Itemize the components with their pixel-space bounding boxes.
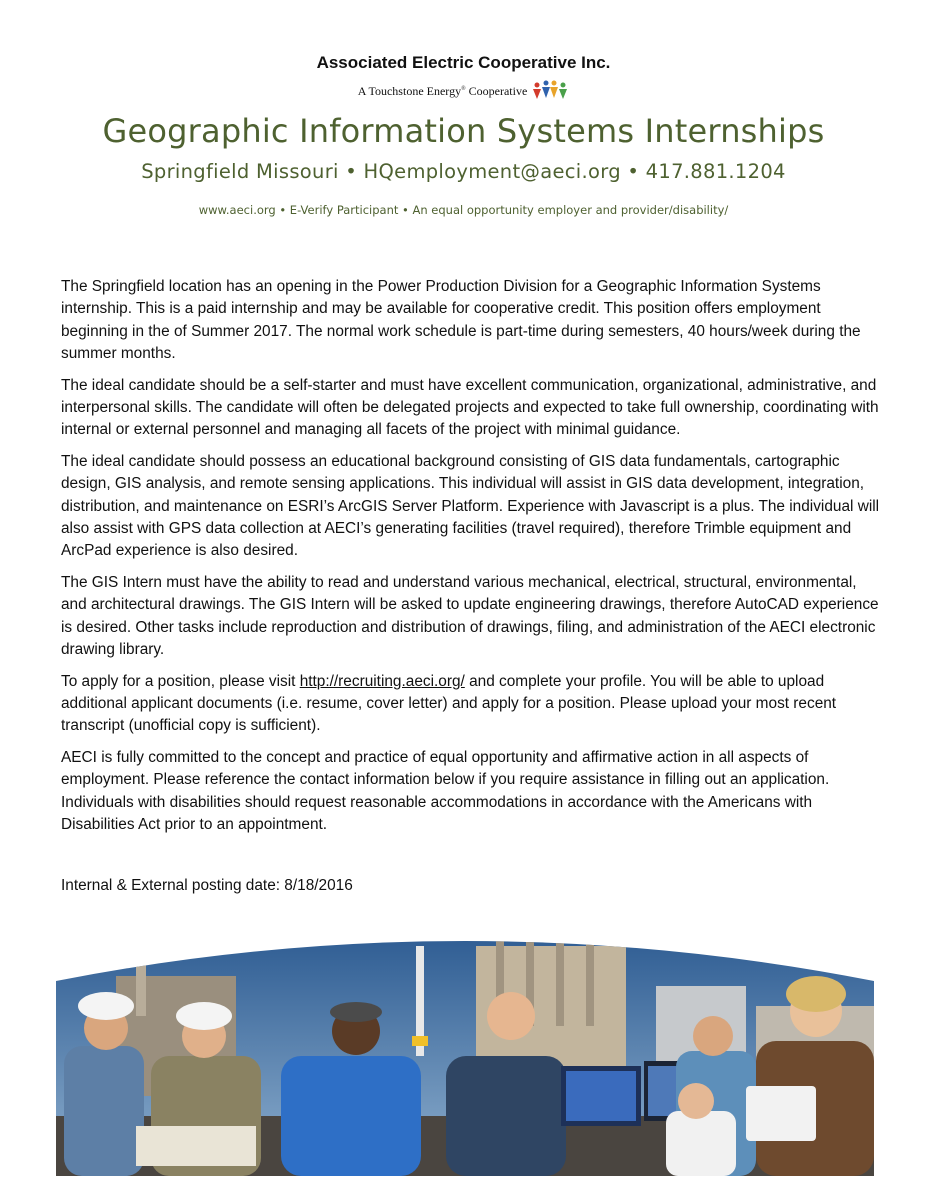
posting-date: Internal & External posting date: 8/18/2016	[61, 877, 353, 894]
paragraph-overview: The Springfield location has an opening in the Power Production Division for a Geographic Information Systems internship. This is a paid internship and may be available for cooperative credit. This position offers employment beginning in the of Summer 2017. The normal work schedule is part-time during semesters, 40 hours/week during the summer months.	[61, 278, 861, 362]
eeo-line: www.aeci.org • E-Verify Participant • An equal opportunity employer and provider/disability/	[198, 203, 729, 217]
contact-line: Springfield Missouri • HQemployment@aeci.org • 417.881.1204	[141, 160, 786, 183]
workers-photo-banner	[56, 936, 874, 1176]
touchstone-energy-logo-icon	[531, 80, 569, 102]
page-title: Geographic Information Systems Internships	[102, 112, 825, 150]
recruiting-link[interactable]: http://recruiting.aeci.org/	[299, 672, 465, 690]
org-name: Associated Electric Cooperative Inc.	[316, 53, 611, 72]
paragraph-eeo: AECI is fully committed to the concept and practice of equal opportunity and affirmative action in all aspects of employment. Please reference the contact information below if you require assistance in filling out an application. Individuals with disabilities should request reasonable accommodations in accordance with the Americans with Disabilities Act prior to an appointment.	[61, 749, 830, 834]
job-description	[61, 276, 886, 846]
tagline: A Touchstone Energy® Cooperative	[357, 83, 528, 98]
paragraph-apply: To apply for a position, please visit http://recruiting.aeci.org/ and complete your profile. You will be able to upload additional applicant documents (i.e. resume, cover letter) and apply for a position. Please upload your most recent transcript (unofficial copy is sufficient).	[61, 672, 837, 735]
paragraph-education: The ideal candidate should possess an educational background consisting of GIS data fundamentals, cartographic design, GIS analysis, and remote sensing applications. This individual will assist in GIS data development, integration, distribution, and maintenance on ESRI’s ArcGIS Server Platform. Experience with Javascript is a plus. The individual will also assist with GPS data collection at AECI’s generating facilities (travel required), therefore Trimble equipment and ArcPad experience is also desired.	[61, 453, 880, 560]
paragraph-candidate-skills: The ideal candidate should be a self-starter and must have excellent communication, organizational, administrative, and interpersonal skills. The candidate will often be delegated projects and expected to take full ownership, coordinating with internal or external personnel and managing all facets of the project with minimal guidance.	[61, 376, 879, 439]
tagline-row	[0, 80, 927, 102]
paragraph-drawings: The GIS Intern must have the ability to read and understand various mechanical, electrical, structural, environmental, and architectural drawings. The GIS Intern will be asked to update engineering drawings, therefore AutoCAD experience is desired. Other tasks include reproduction and distribution of drawings, filing, and administration of the AECI electronic drawing library.	[61, 574, 879, 658]
